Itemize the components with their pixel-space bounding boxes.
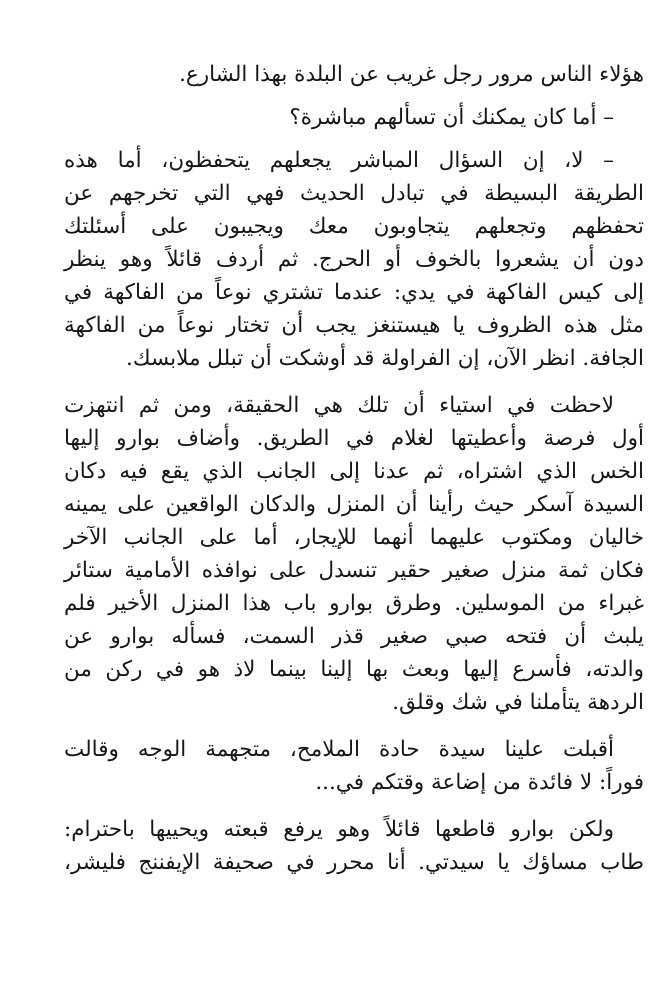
text-line: ولكن بوارو قاطعها قائلاً وهو يرفع قبعته ويحييها باحترام: <box>64 817 614 842</box>
text-line: أقبلت علينا سيدة حادة الملامح، متجهمة الوجه وقالت <box>64 737 614 762</box>
text-line: يلبث أن فتحه صبي صغير قذر السمت، فسأله بوارو عن <box>64 624 644 649</box>
paragraph-poirot <box>64 813 644 879</box>
text-line: فوراً: لا فائدة من إضاعة وقتكم في... <box>315 770 644 795</box>
book-page <box>64 58 644 879</box>
text-line: فكان ثمة منزل صغير حقير تنسدل على نوافذه الأمامية ستائر <box>64 558 644 583</box>
text-line: – لا، إن السؤال المباشر يجعلهم يتحفظون، أما هذه <box>64 148 614 173</box>
text-line: مثل هذه الظروف يا هيستنغز يجب أن تختار نوعاً من الفاكهة <box>64 313 644 338</box>
text-line: لاحظت في استياء أن تلك هي الحقيقة، ومن ثم انتهزت <box>64 393 614 418</box>
text-line: أول فرصة وأعطيتها لغلام في الطريق. وأضاف بوارو إليها <box>64 426 644 451</box>
text-line: دون أن يشعروا بالخوف أو الحرج. ثم أردف قائلاً وهو ينظر <box>64 247 644 272</box>
text-line: إلى كيس الفاكهة في يدي: عندما تشتري نوعاً من الفاكهة في <box>64 280 644 305</box>
text-line: السيدة آسكر حيث رأينا أن المنزل والدكان الواقعين على يمينه <box>64 492 644 517</box>
paragraph-continuation <box>64 58 644 91</box>
text-line: الجافة. انظر الآن، إن الفراولة قد أوشكت أن تبلل ملابسك. <box>126 346 644 371</box>
text-line: الطريقة البسيطة في تبادل الحديث فهي التي تخرجهم عن <box>64 181 644 206</box>
text-line: الردهة يتأملنا في شك وقلق. <box>392 690 644 715</box>
text-line: طاب مساؤك يا سيدتي. أنا محرر في صحيفة الإيفننج فليشر، <box>64 850 644 875</box>
text-line: والدته، فأسرع إليها وبعث بها إلينا بينما لاذ هو في ركن من <box>64 657 644 682</box>
paragraph-question <box>64 101 644 134</box>
text-line: هؤلاء الناس مرور رجل غريب عن البلدة بهذا الشارع. <box>179 62 644 87</box>
text-line: غبراء من الموسلين. وطرق بوارو باب هذا المنزل الأخير فلم <box>64 591 644 616</box>
text-line: الخس الذي اشتراه، ثم عدنا إلى الجانب الذي يقع فيه دكان <box>64 459 644 484</box>
text-line: خاليان ومكتوب عليهما أنهما للإيجار، أما على الجانب الآخر <box>64 525 644 550</box>
paragraph-answer <box>64 144 644 375</box>
text-line: تحفظهم وتجعلهم يتجاوبون معك ويجيبون على أسئلتك <box>64 214 644 239</box>
text-line: – أما كان يمكنك أن تسألهم مباشرة؟ <box>289 105 614 130</box>
paragraph-narration <box>64 389 644 719</box>
paragraph-lady <box>64 733 644 799</box>
